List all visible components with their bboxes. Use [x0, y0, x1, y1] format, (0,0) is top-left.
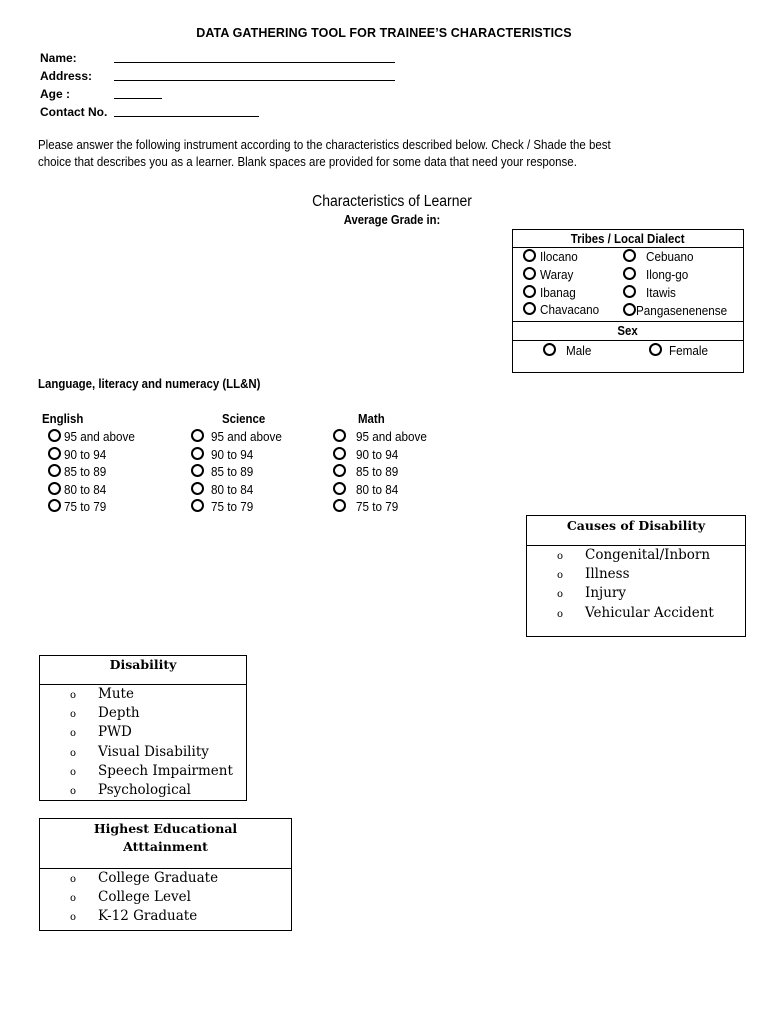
grade-option[interactable]: 80 to 84	[191, 481, 290, 499]
list-item[interactable]: o College Level	[70, 889, 191, 906]
radio-icon[interactable]	[523, 249, 536, 262]
radio-icon[interactable]	[333, 482, 346, 495]
disability-box	[39, 655, 247, 801]
education-header-line-2: Atttainment	[123, 839, 208, 854]
sex-header: Sex	[513, 321, 743, 341]
list-item[interactable]: o Visual Disability	[70, 743, 209, 760]
radio-icon[interactable]	[523, 267, 536, 280]
education-box	[39, 818, 292, 931]
radio-icon[interactable]	[48, 464, 61, 477]
radio-icon[interactable]	[649, 343, 662, 356]
name-field[interactable]	[114, 62, 395, 63]
instructions-line-2: choice that describes you as a learner. Blank spaces are provided for some data that need your response.	[38, 155, 577, 169]
radio-icon[interactable]	[48, 429, 61, 442]
tribe-option-ilocano[interactable]: Ilocano	[523, 249, 582, 264]
education-header	[40, 819, 291, 869]
tribe-option-ibanag[interactable]: Ibanag	[523, 285, 580, 300]
grade-option[interactable]: 85 to 89	[48, 463, 143, 481]
radio-icon[interactable]	[191, 429, 204, 442]
name-label: Name:	[40, 51, 77, 65]
list-item[interactable]: o Vehicular Accident	[557, 604, 714, 621]
grade-option[interactable]: 85 to 89	[191, 463, 290, 481]
grade-option[interactable]: 75 to 79	[48, 498, 143, 516]
radio-icon[interactable]	[48, 499, 61, 512]
science-grade-group	[191, 411, 290, 516]
grade-option[interactable]: 80 to 84	[48, 481, 143, 499]
radio-icon[interactable]	[623, 303, 636, 316]
sex-option-female[interactable]: Female	[649, 343, 712, 358]
radio-icon[interactable]	[48, 482, 61, 495]
grade-option[interactable]: 95 and above	[333, 428, 435, 446]
list-item[interactable]: o Injury	[557, 585, 626, 602]
tribes-box	[512, 229, 744, 373]
radio-icon[interactable]	[623, 249, 636, 262]
radio-icon[interactable]	[523, 302, 536, 315]
grade-option[interactable]: 75 to 79	[191, 498, 290, 516]
tribe-option-waray[interactable]: Waray	[523, 267, 577, 282]
radio-icon[interactable]	[333, 429, 346, 442]
list-item[interactable]: o Speech Impairment	[70, 762, 233, 779]
radio-icon[interactable]	[523, 285, 536, 298]
radio-icon[interactable]	[543, 343, 556, 356]
radio-icon[interactable]	[191, 482, 204, 495]
math-grade-group	[333, 411, 435, 516]
radio-icon[interactable]	[191, 447, 204, 460]
age-label: Age :	[40, 87, 70, 101]
grade-option[interactable]: 80 to 84	[333, 481, 435, 499]
grade-option[interactable]: 90 to 94	[48, 446, 143, 464]
sex-option-male[interactable]: Male	[543, 343, 594, 358]
characteristics-heading: Characteristics of Learner	[312, 193, 472, 210]
list-item[interactable]: o K-12 Graduate	[70, 908, 198, 925]
instructions-line-1: Please answer the following instrument according to the characteristics described below. Check / Shade the best	[38, 138, 611, 152]
list-item[interactable]: o Mute	[70, 686, 134, 702]
tribe-option-cebuano[interactable]: Cebuano	[623, 249, 699, 264]
instructions	[38, 137, 664, 171]
math-label: Math	[358, 411, 385, 426]
age-field[interactable]	[114, 98, 162, 99]
list-item[interactable]: o Illness	[557, 566, 630, 583]
address-label: Address:	[40, 69, 93, 83]
average-grade-heading: Average Grade in:	[343, 213, 441, 227]
form-title: DATA GATHERING TOOL FOR TRAINEE’S CHARACTERISTICS	[196, 26, 572, 40]
english-grade-group	[42, 411, 143, 516]
science-label: Science	[222, 411, 266, 426]
grade-option[interactable]: 75 to 79	[333, 498, 435, 516]
contact-field[interactable]	[114, 116, 259, 117]
list-item[interactable]: o College Graduate	[70, 870, 219, 886]
list-item[interactable]: o PWD	[70, 724, 132, 741]
education-header-line-1: Highest Educational	[93, 821, 238, 836]
list-item[interactable]: o Depth	[70, 705, 140, 722]
radio-icon[interactable]	[333, 464, 346, 477]
grade-option[interactable]: 95 and above	[191, 428, 290, 446]
causes-header: Causes of Disability	[527, 516, 745, 546]
grade-option[interactable]: 85 to 89	[333, 463, 435, 481]
tribe-option-pangasenenense[interactable]: Pangasenenense	[623, 303, 737, 318]
radio-icon[interactable]	[333, 447, 346, 460]
tribe-option-itawis[interactable]: Itawis	[623, 285, 679, 300]
grade-option[interactable]: 90 to 94	[333, 446, 435, 464]
list-item[interactable]: o Congenital/Inborn	[557, 547, 711, 563]
radio-icon[interactable]	[191, 499, 204, 512]
lln-heading: Language, literacy and numeracy (LL&N)	[38, 376, 261, 391]
english-label: English	[42, 411, 84, 426]
tribes-header: Tribes / Local Dialect	[513, 230, 743, 248]
tribe-option-ilong-go[interactable]: Ilong-go	[623, 267, 693, 282]
radio-icon[interactable]	[623, 285, 636, 298]
radio-icon[interactable]	[623, 267, 636, 280]
contact-label: Contact No.	[40, 105, 108, 119]
radio-icon[interactable]	[191, 464, 204, 477]
list-item[interactable]: o Psychological	[70, 781, 191, 798]
disability-header: Disability	[40, 656, 246, 685]
address-field[interactable]	[114, 80, 395, 81]
radio-icon[interactable]	[48, 447, 61, 460]
grade-option[interactable]: 90 to 94	[191, 446, 290, 464]
tribe-option-chavacano[interactable]: Chavacano	[523, 302, 606, 317]
grade-option[interactable]: 95 and above	[48, 428, 143, 446]
radio-icon[interactable]	[333, 499, 346, 512]
causes-of-disability-box	[526, 515, 746, 637]
